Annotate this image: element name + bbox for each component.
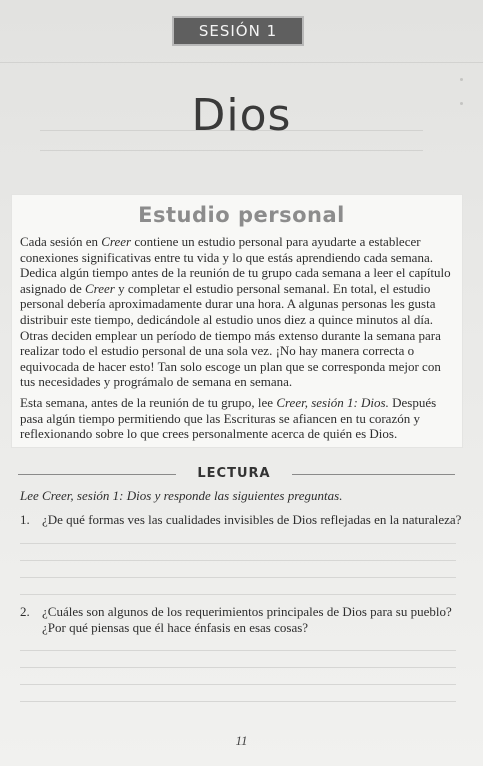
text-run: contiene un estudio personal para ayudarte a establecer conexiones significativas entre tu vida y lo que estás aprendiendo cada semana. Dedica algún tiempo antes de la reunión de tu grupo cada semana a leer el capítulo asignado de (20, 234, 451, 296)
answer-line[interactable] (20, 667, 456, 668)
question-number: 2. (20, 604, 30, 619)
instruction-text-italic: y responde las siguientes preguntas. (151, 488, 343, 503)
question-text: ¿De qué formas ves las cualidades invisibles de Dios reflejadas en la naturaleza? (42, 512, 462, 527)
session-tab-label: SESIÓN 1 (198, 22, 278, 40)
lectura-divider (18, 466, 455, 482)
text-run: y completar el estudio personal semanal. En total, el estudio personal debería aproximadamente durar una hora. A algunas personas les gusta distribuir este tiempo, dedicándole al estudio unos diez a quince minutos al día. Otras deciden emplear un período de tiempo más extenso durante la semana para realizar todo el estudio personal de una sola vez. ¡No hay manera correcta o equivocada de hacer esto! Tan solo escoge un plan que se corresponda mejor con tus necesidades y prográmalo de semana en semana. (20, 280, 441, 390)
personal-study-paragraph-1 (20, 234, 456, 390)
answer-line[interactable] (20, 577, 456, 578)
book-reference-italic: Creer, sesión 1: Dios. (276, 395, 389, 410)
answer-line[interactable] (20, 543, 456, 544)
answer-line[interactable] (20, 560, 456, 561)
question-number: 1. (20, 512, 30, 527)
answer-line[interactable] (20, 684, 456, 685)
text-run: Esta semana, antes de la reunión de tu grupo, lee (20, 395, 277, 410)
question-text: ¿Cuáles son algunos de los requerimientos principales de Dios para su pueblo? ¿Por qué piensas que él hace énfasis en esas cosas? (42, 604, 452, 635)
page-title: Dios (191, 90, 292, 141)
speck (460, 78, 463, 81)
session-tab (172, 16, 304, 46)
faint-bleed-line (40, 150, 423, 151)
text-run: Cada sesión en (20, 234, 102, 249)
instruction-text: Lee Creer, sesión 1: Dios (20, 488, 152, 503)
answer-line[interactable] (20, 701, 456, 702)
text-run: Después pasa algún tiempo permitiendo que las Escrituras se afiancen en tu corazón y reflexionando sobre lo que crees personalmente acerca de quién es Dios. (20, 395, 437, 442)
book-title-italic: Creer (101, 234, 132, 249)
page-number: 11 (235, 733, 248, 748)
answer-line[interactable] (20, 650, 456, 651)
answer-line[interactable] (20, 594, 456, 595)
lectura-heading: LECTURA (197, 466, 271, 481)
personal-study-heading: Estudio personal (138, 203, 345, 227)
personal-study-paragraph-2 (20, 395, 456, 442)
book-title-italic: Creer (84, 280, 115, 296)
lectura-instructions (20, 488, 342, 504)
faint-bleed-line (0, 62, 483, 63)
divider-rule-right (292, 474, 455, 475)
divider-rule-left (18, 474, 176, 475)
